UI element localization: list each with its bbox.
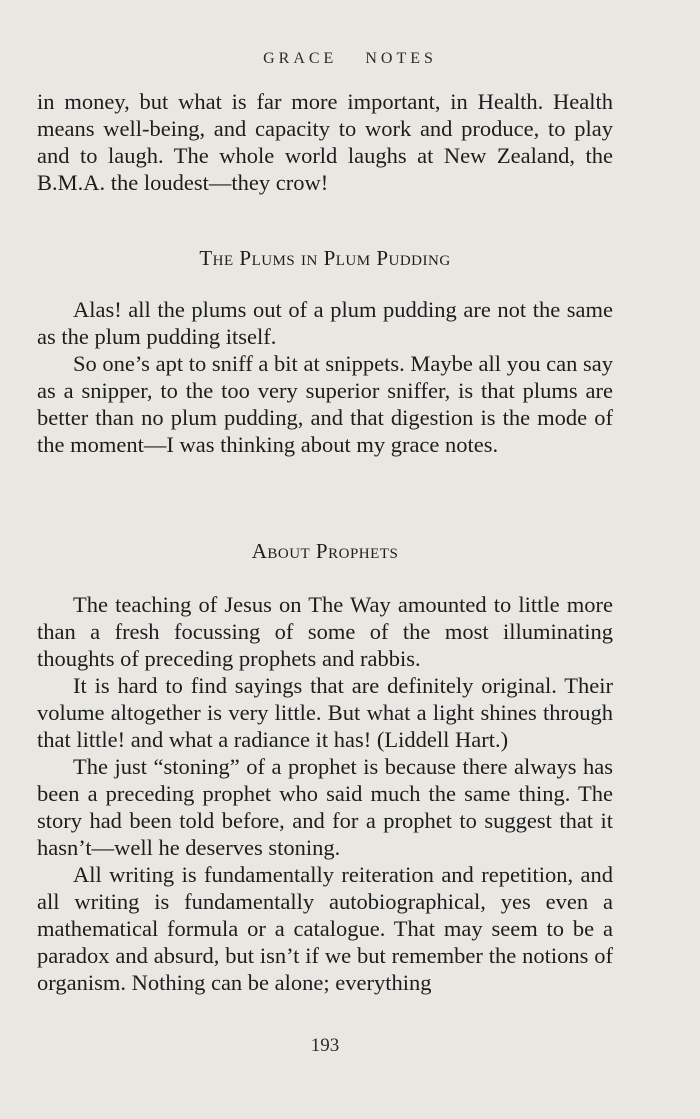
section-body-plums xyxy=(37,296,613,458)
paragraph: All writing is fundamentally reiteration and repetition, and all writing is fundamentally autobiographical, yes even a mathematical formula or a catalogue. That may seem to be a paradox and absurd, but isn’t if we but remember the notions of organism. Nothing can be alone; everything xyxy=(37,862,613,995)
page-number: 193 xyxy=(310,1035,340,1056)
continued-text xyxy=(37,88,613,196)
section-heading-plums: The Plums in Plum Pudding xyxy=(199,246,451,270)
paragraph: So one’s apt to sniff a bit at snippets. Maybe all you can say as a snipper, to the too very superior sniffer, is that plums are better than no plum pudding, and that digestion is the mode of the moment—I was thinking about my grace notes. xyxy=(37,351,613,457)
section-body-prophets xyxy=(37,591,613,996)
paragraph: The teaching of Jesus on The Way amounted to little more than a fresh focussing of some of the most illuminating thoughts of preceding prophets and rabbis. xyxy=(37,592,613,671)
paragraph: Alas! all the plums out of a plum pudding are not the same as the plum pudding itself. xyxy=(37,297,613,349)
paragraph: in money, but what is far more important, in Health. Health means well-being, and capacity to work and produce, to play and to laugh. The whole world laughs at New Zealand, the B.M.A. the loudest—they crow! xyxy=(37,89,613,195)
section-heading-prophets: About Prophets xyxy=(251,539,399,563)
running-head xyxy=(0,50,700,68)
running-head-word-1: GRACE xyxy=(263,50,338,67)
running-head-word-2: NOTES xyxy=(365,50,437,67)
paragraph: It is hard to find sayings that are definitely original. Their volume altogether is very little. But what a light shines through that little! and what a radiance it has! (Liddell Hart.) xyxy=(37,673,613,752)
paragraph: The just “stoning” of a prophet is because there always has been a preceding prophet who said much the same thing. The story had been told before, and for a prophet to suggest that it hasn’t—well he deserves stoning. xyxy=(37,754,613,860)
